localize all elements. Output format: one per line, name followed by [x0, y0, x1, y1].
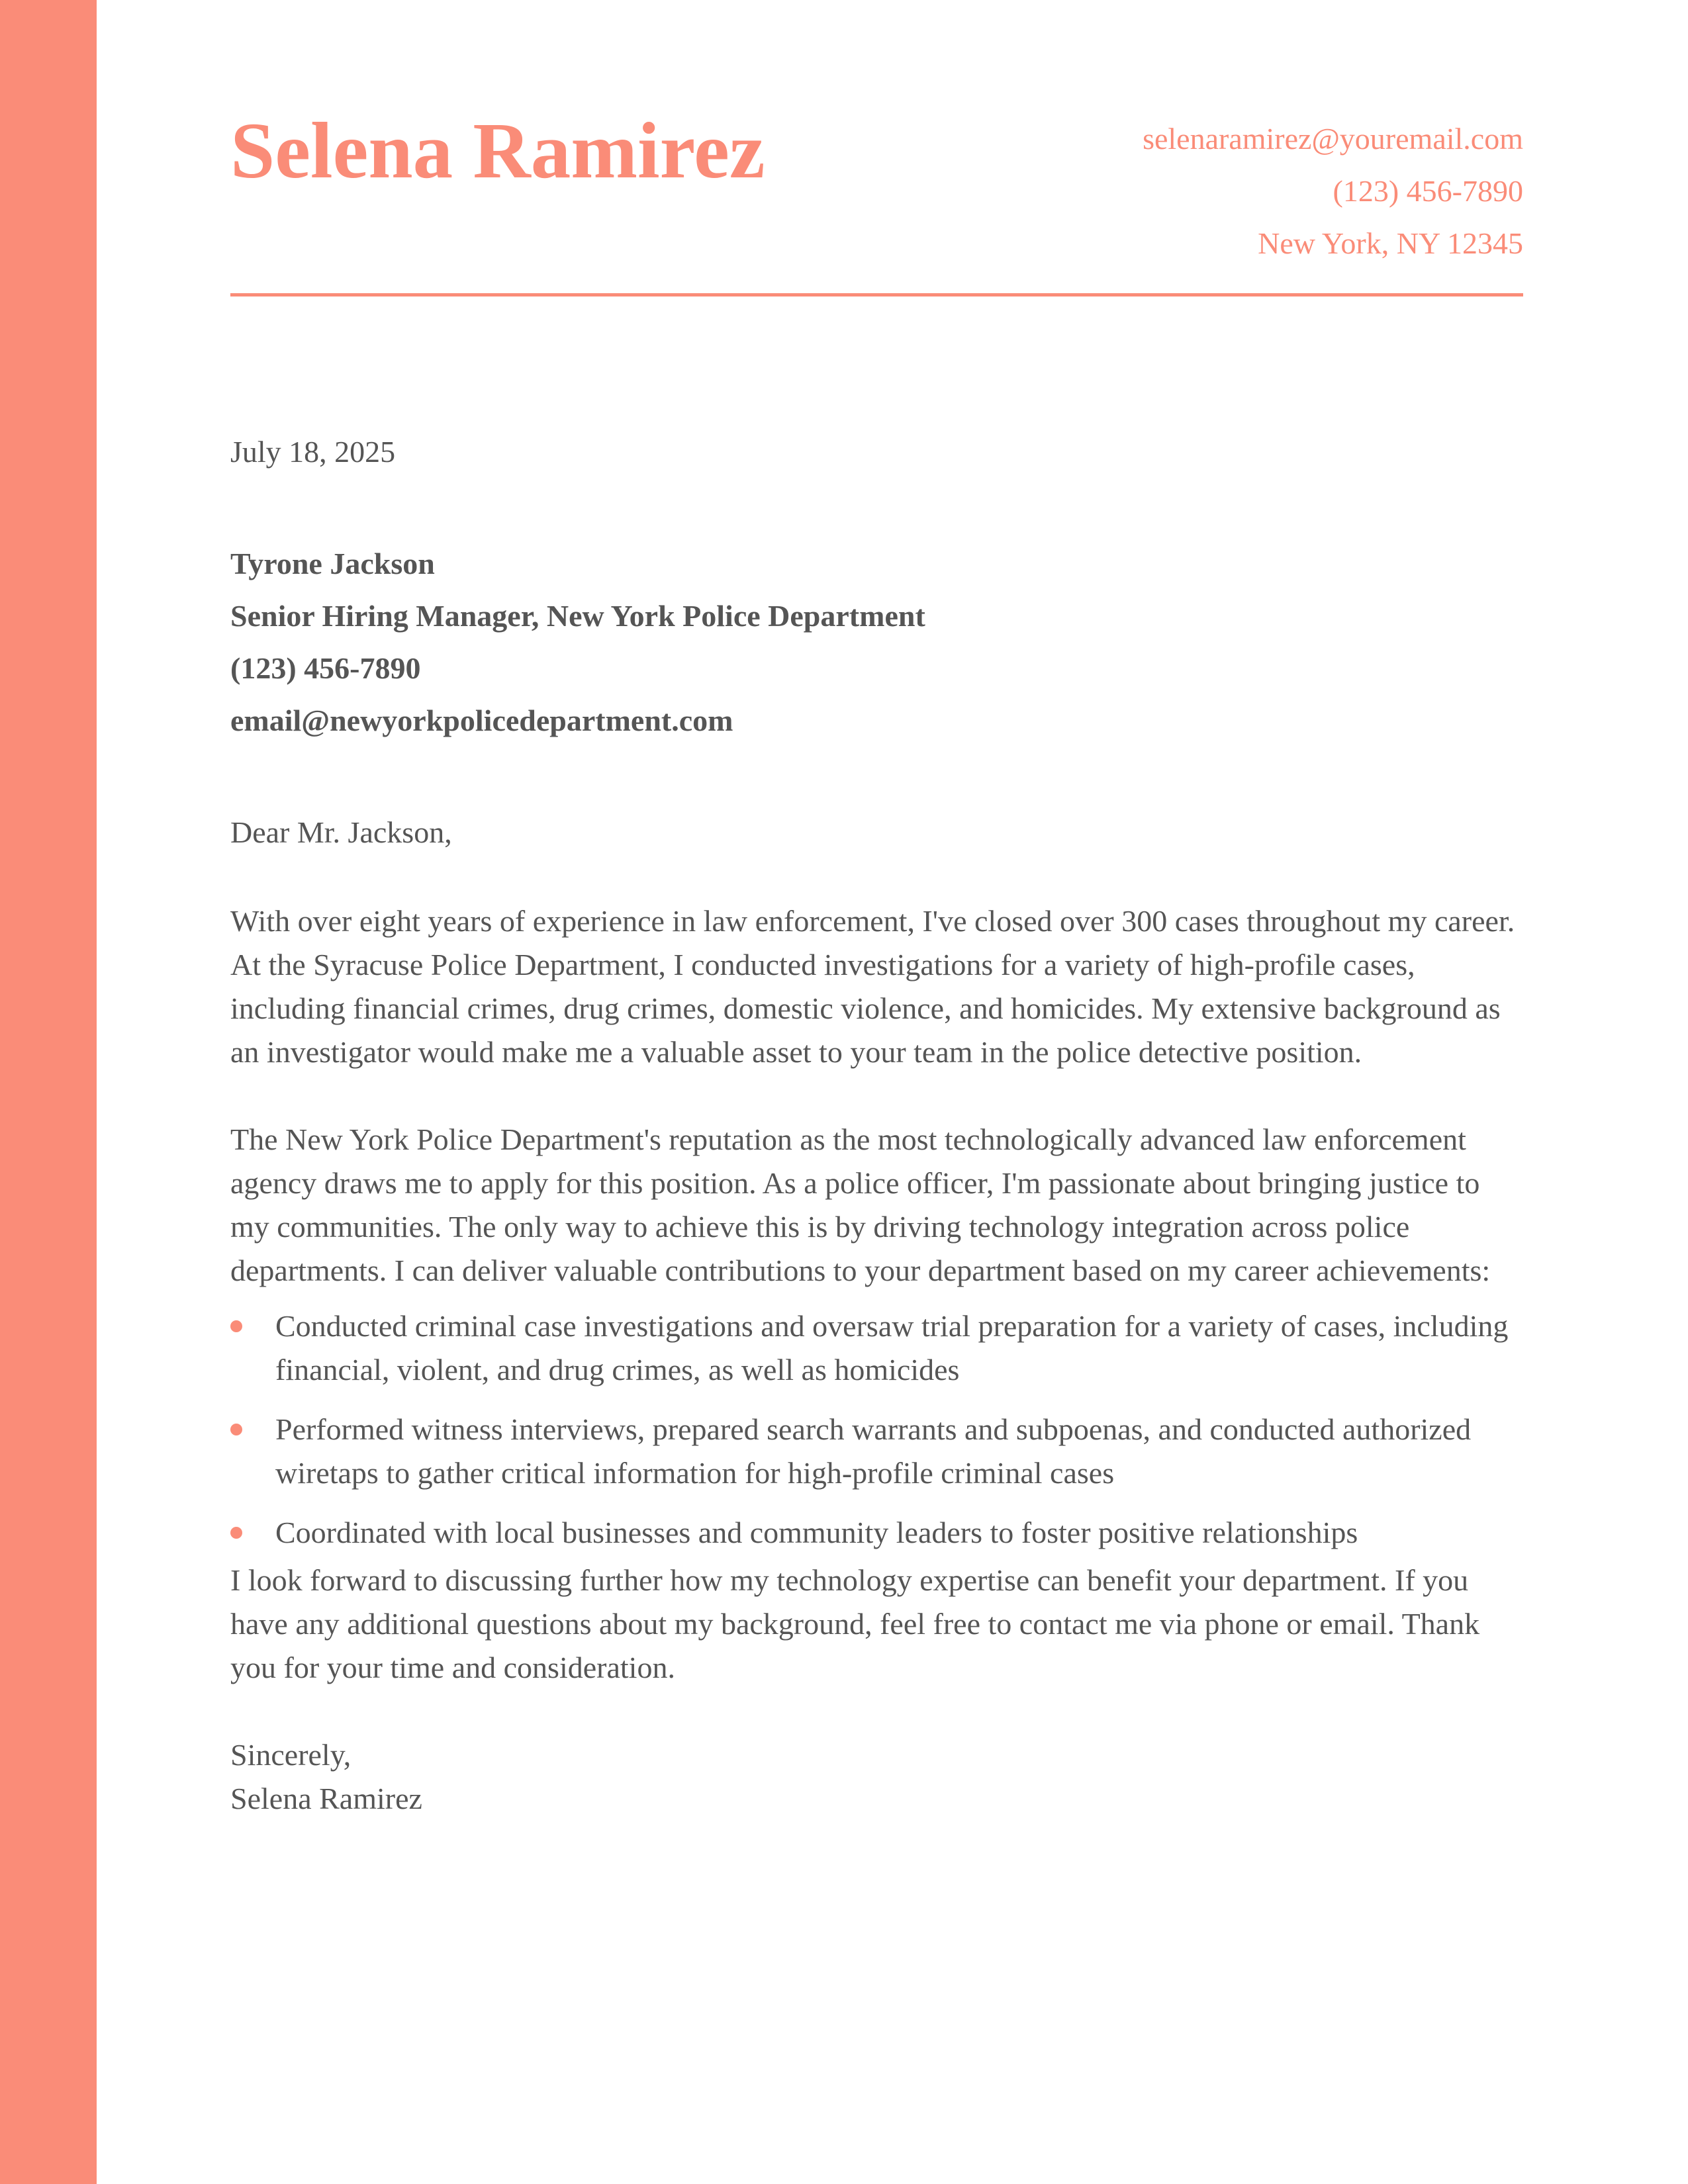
sender-email[interactable]: selenaramirez@youremail.com	[1143, 122, 1523, 156]
list-item	[230, 1304, 1523, 1392]
recipient-title: Senior Hiring Manager, New York Police Department	[230, 599, 925, 633]
salutation: Dear Mr. Jackson,	[230, 815, 452, 849]
recipient-email[interactable]: email@newyorkpolicedepartment.com	[230, 704, 733, 737]
signature-name: Selena Ramirez	[230, 1782, 422, 1815]
signoff: Sincerely,	[230, 1738, 352, 1772]
list-item-text: Coordinated with local businesses and community leaders to foster positive relationships	[275, 1516, 1358, 1549]
letter-header	[230, 0, 1523, 296]
accent-sidebar	[0, 0, 97, 2184]
list-item-text: Performed witness interviews, prepared search warrants and subpoenas, and conducted authorized wiretaps to gather critical information for high-profile criminal cases	[275, 1412, 1472, 1490]
achievements-list	[230, 1304, 1523, 1555]
recipient-block	[230, 537, 925, 747]
body-paragraph: The New York Police Department's reputation as the most technologically advanced law enforcement agency draws me to apply for this position. As a police officer, I'm passionate about bringing justice to my communities. The only way to achieve this is by driving technology integration across police departments. I can deliver valuable contributions to your department based on my career achievements:	[230, 1122, 1491, 1287]
closing-paragraph: I look forward to discussing further how my technology expertise can benefit your department. If you have any additional questions about my background, feel free to contact me via phone or email. Thank you for your time and consideration.	[230, 1563, 1480, 1684]
recipient-name: Tyrone Jackson	[230, 547, 435, 580]
body-paragraph: With over eight years of experience in law enforcement, I've closed over 300 cases throughout my career. At the Syracuse Police Department, I conducted investigations for a variety of high-profile cases, including financial crimes, drug crimes, domestic violence, and homicides. My extensive background as an investigator would make me a valuable asset to your team in the police detective position.	[230, 904, 1515, 1069]
bullet-dot-icon	[230, 1320, 242, 1332]
sender-contact	[1143, 113, 1523, 269]
bullet-dot-icon	[230, 1424, 242, 1435]
list-item	[230, 1511, 1523, 1555]
sender-name: Selena Ramirez	[230, 107, 765, 195]
letter-date: July 18, 2025	[230, 435, 396, 469]
bullet-dot-icon	[230, 1527, 242, 1539]
list-item	[230, 1408, 1523, 1495]
signoff-block	[230, 1733, 1523, 1821]
list-item-text: Conducted criminal case investigations and oversaw trial preparation for a variety of cases, including financial, violent, and drug crimes, as well as homicides	[275, 1309, 1509, 1387]
recipient-phone[interactable]: (123) 456-7890	[230, 651, 421, 685]
sender-phone[interactable]: (123) 456-7890	[1333, 174, 1523, 208]
letter-page	[230, 0, 1523, 1815]
letter-body	[230, 811, 1523, 1821]
sender-location: New York, NY 12345	[1258, 226, 1523, 260]
header-divider	[230, 293, 1523, 296]
